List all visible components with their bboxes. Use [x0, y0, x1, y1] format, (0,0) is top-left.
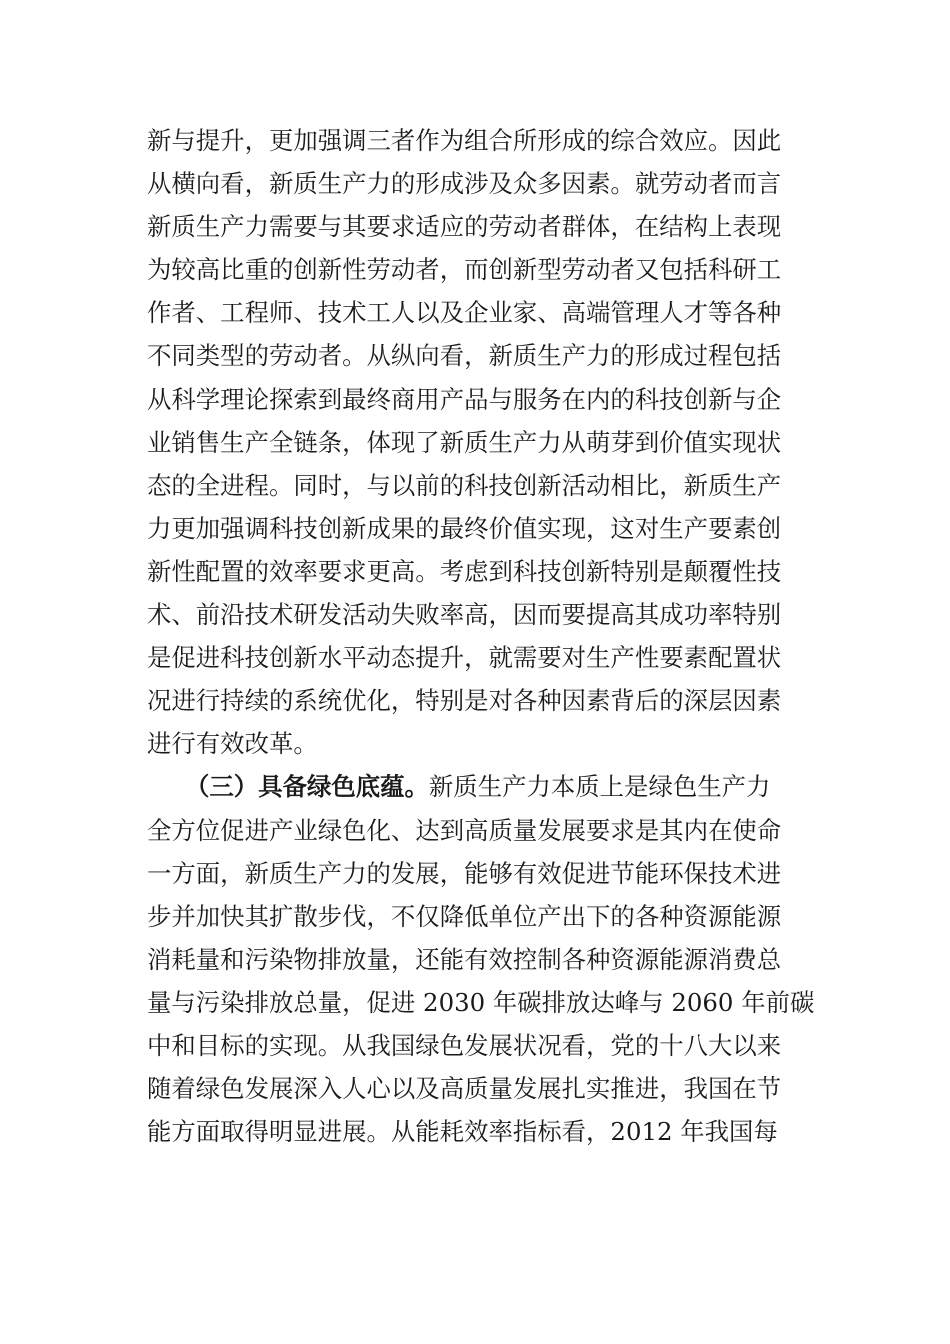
text-line: 是促进科技创新水平动态提升，就需要对生产性要素配置状 [147, 643, 782, 673]
section-heading: （三）具备绿色底蕴。 [185, 772, 429, 802]
text-line: 从科学理论探索到最终商用产品与服务在内的科技创新与企 [147, 384, 782, 414]
text-line: 能方面取得明显进展。从能耗效率指标看，2012 年我国每 [147, 1117, 778, 1147]
text-line: 步并加快其扩散步伐，不仅降低单位产出下的各种资源能源 [147, 901, 782, 931]
text-line: 一方面，新质生产力的发展，能够有效促进节能环保技术进 [147, 858, 782, 888]
text-line: 态的全进程。同时，与以前的科技创新活动相比，新质生产 [147, 470, 782, 500]
text-line: 量与污染排放总量，促进 2030 年碳排放达峰与 2060 年前碳 [147, 987, 815, 1017]
text-line: 新性配置的效率要求更高。考虑到科技创新特别是颠覆性技 [147, 556, 782, 586]
text-line: 新与提升，更加强调三者作为组合所形成的综合效应。因此 [147, 126, 782, 155]
text-line: 为较高比重的创新性劳动者，而创新型劳动者又包括科研工 [147, 255, 782, 285]
text-line: 况进行持续的系统优化，特别是对各种因素背后的深层因素 [147, 686, 782, 716]
text-line: 全方位促进产业绿色化、达到高质量发展要求是其内在使命 [147, 815, 782, 845]
text-line: 业销售生产全链条，体现了新质生产力从萌芽到价值实现状 [147, 427, 782, 457]
text-line: 力更加强调科技创新成果的最终价值实现，这对生产要素创 [147, 513, 782, 543]
text-line: 不同类型的劳动者。从纵向看，新质生产力的形成过程包括 [147, 341, 782, 371]
text-line: 消耗量和污染物排放量，还能有效控制各种资源能源消费总 [147, 944, 782, 974]
text-line: 新质生产力需要与其要求适应的劳动者群体，在结构上表现 [147, 212, 782, 242]
text-line: 从横向看，新质生产力的形成涉及众多因素。就劳动者而言 [147, 169, 782, 199]
text-line-first [147, 765, 827, 808]
text-line: 中和目标的实现。从我国绿色发展状况看，党的十八大以来 [147, 1030, 782, 1060]
text-line: 作者、工程师、技术工人以及企业家、高端管理人才等各种 [147, 298, 782, 328]
text-line: 术、前沿技术研发活动失败率高，因而要提高其成功率特别 [147, 600, 782, 630]
body-text [147, 119, 827, 1153]
paragraph-1 [147, 119, 827, 765]
text-line: 进行有效改革。 [147, 729, 318, 759]
paragraph-2 [147, 765, 827, 1153]
text-line: 随着绿色发展深入人心以及高质量发展扎实推进，我国在节 [147, 1074, 782, 1104]
section-heading-rest: 新质生产力本质上是绿色生产力 [428, 772, 771, 802]
